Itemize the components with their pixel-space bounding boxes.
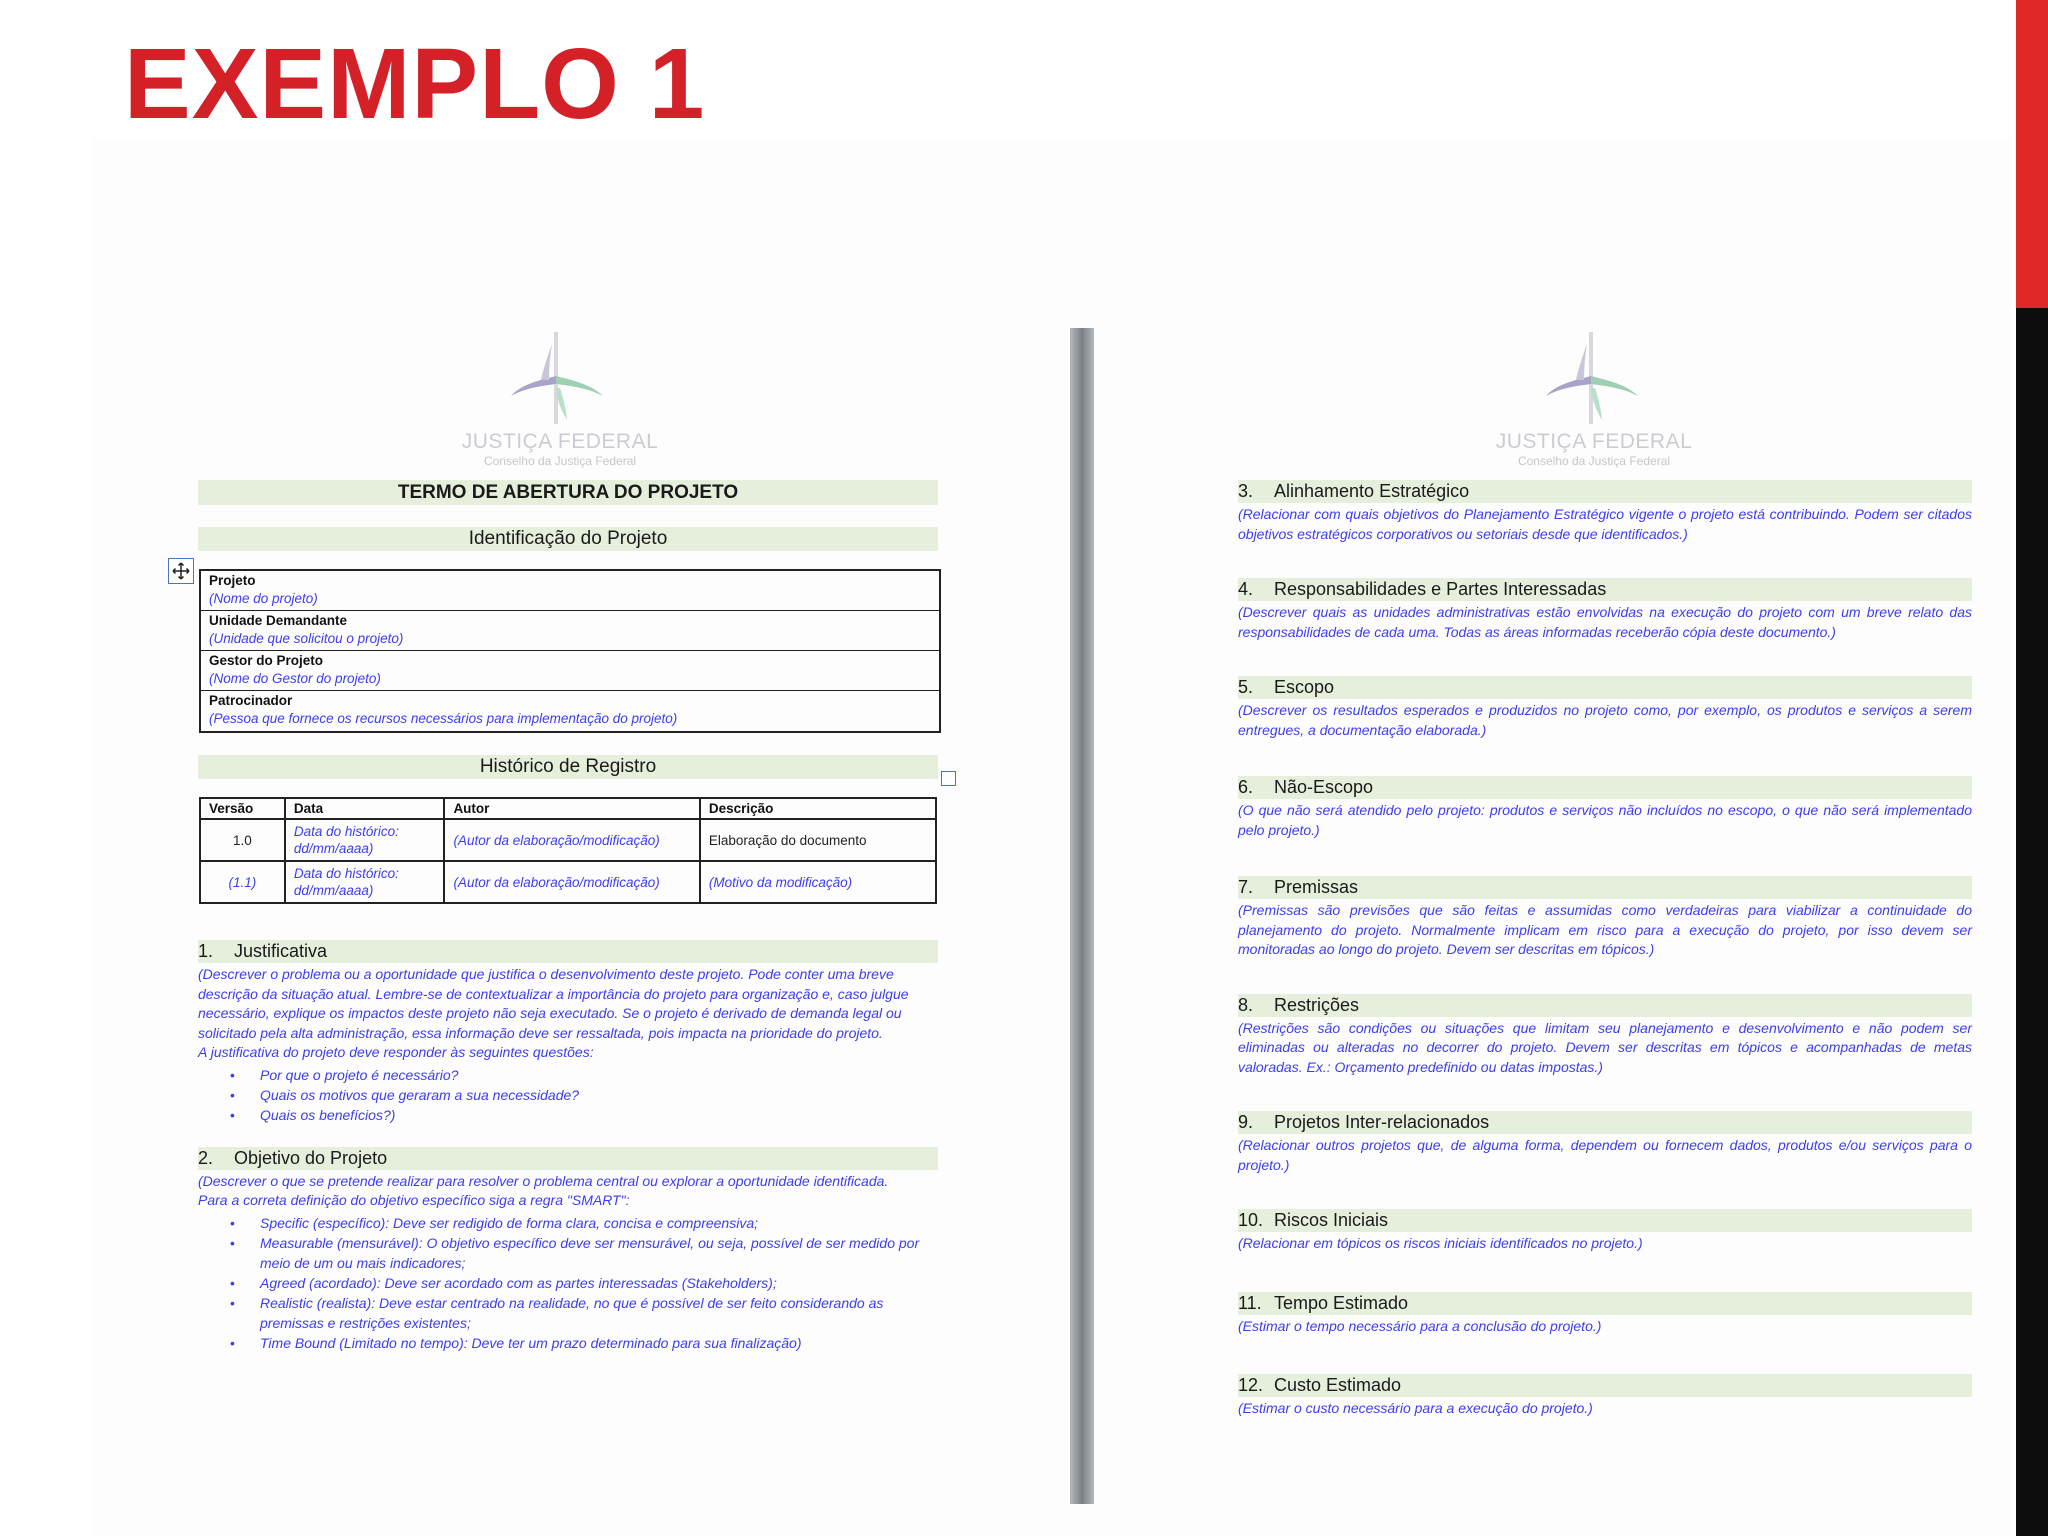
section-bullets: [198, 1065, 938, 1125]
section-number: 7.: [1238, 877, 1254, 897]
section-title: Tempo Estimado: [1274, 1292, 1409, 1313]
history-version: (1.1): [200, 861, 285, 903]
section-alinhamento: [1238, 480, 1972, 544]
logo-subtitle: Conselho da Justiça Federal: [483, 454, 637, 468]
bullet-item: • Measurable (mensurável): O objetivo específico deve ser mensurável, ou seja, possível de ser medido por meio de um ou mais indicadores;: [260, 1233, 938, 1273]
section-text: (Relacionar com quais objetivos do Planejamento Estratégico vigente o projeto está contribuindo. Podem ser citados objetivos estratégicos corporativos ou setoriais desde que identificados.): [1238, 506, 1972, 542]
section-heading: [1238, 1292, 1972, 1315]
section-heading: [1238, 480, 1972, 503]
bullet-item: • Realistic (realista): Deve estar centrado na realidade, no que é possível de ser feito considerando as premissas e restrições existentes;: [260, 1293, 938, 1333]
section-number: 9.: [1238, 1112, 1254, 1132]
identification-heading: Identificação do Projeto: [198, 527, 938, 551]
section-projetos-inter-relacionados: [1238, 1111, 1972, 1175]
section-responsabilidades: [1238, 578, 1972, 642]
section-heading: [1238, 876, 1972, 899]
bullet-item: • Por que o projeto é necessário?: [260, 1065, 938, 1085]
document-page-2: [1238, 330, 1972, 1419]
section-text: (Estimar o custo necessário para a execução do projeto.): [1238, 1400, 1593, 1416]
document-preview: [92, 140, 2012, 1536]
edge-accent-red: [2016, 0, 2048, 308]
section-restricoes: [1238, 994, 1972, 1078]
history-date: Data do histórico: dd/mm/aaaa): [285, 819, 445, 861]
section-heading: [198, 1147, 938, 1170]
identification-label: Unidade Demandante: [209, 613, 348, 628]
section-text: (Descrever os resultados esperados e produzidos no projeto como, por exemplo, os produtos e serviços a serem entregues, a documentação elaborada.): [1238, 702, 1972, 738]
section-number: 4.: [1238, 579, 1254, 599]
section-number: 8.: [1238, 994, 1254, 1015]
history-description: Elaboração do documento: [700, 819, 936, 861]
section-text: (Estimar o tempo necessário para a conclusão do projeto.): [1238, 1317, 1602, 1334]
section-heading: [1238, 1209, 1972, 1232]
section-text-secondary: A justificativa do projeto deve responder às seguintes questões:: [198, 1044, 594, 1060]
identification-value: (Pessoa que fornece os recursos necessários para implementação do projeto): [209, 711, 678, 726]
bullet-item: • Quais os benefícios?): [260, 1105, 938, 1125]
section-number: 2.: [198, 1147, 214, 1168]
section-nao-escopo: [1238, 776, 1972, 840]
bullet-item: • Agreed (acordado): Deve ser acordado com as partes interessadas (Stakeholders);: [260, 1273, 938, 1293]
section-text: (Relacionar em tópicos os riscos iniciais identificados no projeto.): [1238, 1235, 1643, 1251]
justica-federal-logo-icon: [1538, 330, 1648, 430]
section-heading: [1238, 578, 1972, 601]
bullet-item: • Quais os motivos que geraram a sua necessidade?: [260, 1085, 938, 1105]
logo-name: JUSTIÇA FEDERAL: [461, 430, 659, 453]
identification-label: Patrocinador: [209, 693, 293, 708]
history-column-header: Descrição: [700, 798, 936, 819]
section-text: (Relacionar outros projetos que, de alguma forma, dependem ou fornecem dados, produtos e/ou serviços para o projeto.): [1238, 1137, 1972, 1173]
history-author: (Autor da elaboração/modificação): [444, 861, 699, 903]
section-text: (Premissas são previsões que são feitas e assumidas como verdadeiras para viabilizar a continuidade do planejamento do projeto. Normalmente implicam em risco para a execução do projeto, por isso devem ser monitoradas ao longo do projeto. Devem ser descritas em tópicos.): [1238, 902, 1972, 957]
identification-value: (Nome do Gestor do projeto): [209, 671, 381, 686]
table-resize-handle[interactable]: [941, 771, 956, 786]
section-title: Justificativa: [234, 941, 328, 961]
identification-value: (Nome do projeto): [209, 591, 318, 606]
bullet-item: • Time Bound (Limitado no tempo): Deve ter um prazo determinado para sua finalização): [260, 1333, 938, 1353]
document-page-1: [198, 330, 938, 1353]
section-number: 3.: [1238, 481, 1254, 501]
identification-label: Projeto: [209, 573, 256, 588]
section-escopo: [1238, 676, 1972, 740]
section-justificativa: [198, 940, 938, 1125]
section-title: Premissas: [1274, 877, 1359, 897]
section-bullets: [198, 1213, 938, 1353]
history-row: [200, 819, 936, 861]
page-divider: [1070, 328, 1094, 1504]
justica-federal-logo-icon: [503, 330, 613, 430]
section-heading: [1238, 1111, 1972, 1134]
section-title: Custo Estimado: [1274, 1375, 1402, 1395]
section-text: (Descrever o problema ou a oportunidade que justifica o desenvolvimento deste projeto. Pode conter uma breve descrição da situação atual. Lembre-se de contextualizar a importância do projeto para organização e, caso julgue necessário, explique os impactos deste projeto não seja executado. Se o projeto é derivado de demanda legal ou solicitado pela alta administração, essa informação deve ser ressaltada, pois impacta na prioridade do projeto.: [198, 966, 909, 1041]
slide-title: EXEMPLO 1: [124, 28, 706, 140]
section-number: 12.: [1238, 1375, 1264, 1395]
section-text: (Restrições são condições ou situações que limitam seu planejamento e desenvolvimento e não podem ser eliminadas ou alteradas no decorrer do projeto. Devem ser descritas em tópicos e acompanhadas de metas valoradas. Ex.: Orçamento predefinido ou datas impostas.): [1238, 1019, 1972, 1075]
section-title: Restrições: [1274, 994, 1360, 1015]
section-text: (Descrever o que se pretende realizar para resolver o problema central ou explorar a oportunidade identificada.: [198, 1172, 889, 1189]
section-title: Responsabilidades e Partes Interessadas: [1274, 579, 1607, 599]
section-number: 1.: [198, 941, 214, 961]
history-column-header: Versão: [200, 798, 285, 819]
history-row: [200, 861, 936, 903]
section-title: Objetivo do Projeto: [234, 1147, 388, 1168]
section-objetivo: [198, 1147, 938, 1353]
table-move-handle-icon[interactable]: [168, 558, 194, 584]
identification-row: [201, 691, 939, 731]
identification-row: [201, 651, 939, 691]
section-text: (O que não será atendido pelo projeto: produtos e serviços não incluídos no escopo, o que não será implementado pelo projeto.): [1238, 802, 1972, 838]
identification-row: [201, 571, 939, 611]
section-number: 11.: [1238, 1292, 1262, 1313]
edge-accent-black: [2016, 308, 2048, 1536]
identification-row: [201, 611, 939, 651]
logo-name: JUSTIÇA FEDERAL: [1495, 430, 1693, 453]
logo: [198, 330, 938, 476]
section-text-secondary: Para a correta definição do objetivo específico siga a regra "SMART":: [198, 1192, 630, 1208]
logo: [1238, 330, 1972, 476]
history-date: Data do histórico: dd/mm/aaaa): [285, 861, 445, 903]
section-number: 6.: [1238, 777, 1254, 797]
history-header-row: [200, 798, 936, 819]
section-heading: [198, 940, 938, 963]
section-title: Projetos Inter-relacionados: [1274, 1112, 1490, 1132]
section-title: Escopo: [1274, 677, 1335, 697]
bullet-item: • Specific (específico): Deve ser redigido de forma clara, concisa e compreensiva;: [260, 1213, 938, 1233]
history-author: (Autor da elaboração/modificação): [444, 819, 699, 861]
section-text: (Descrever quais as unidades administrativas estão envolvidas na execução do projeto com um breve relato das responsabilidades de cada uma. Todas as áreas informadas receberão cópia deste documento.): [1238, 604, 1972, 640]
section-number: 10.: [1238, 1210, 1264, 1230]
section-tempo-estimado: [1238, 1292, 1972, 1337]
section-riscos-iniciais: [1238, 1209, 1972, 1254]
identification-label: Gestor do Projeto: [209, 653, 324, 668]
identification-table: [199, 569, 941, 733]
identification-value: (Unidade que solicitou o projeto): [209, 631, 404, 646]
section-heading: [1238, 994, 1972, 1017]
section-heading: [1238, 676, 1972, 699]
history-version: 1.0: [200, 819, 285, 861]
section-heading: [1238, 776, 1972, 799]
section-premissas: [1238, 876, 1972, 960]
section-custo-estimado: [1238, 1374, 1972, 1419]
section-title: Alinhamento Estratégico: [1274, 481, 1470, 501]
history-table: [199, 797, 937, 904]
section-heading: [1238, 1374, 1972, 1397]
history-column-header: Data: [285, 798, 445, 819]
history-column-header: Autor: [444, 798, 699, 819]
section-title: Não-Escopo: [1274, 777, 1374, 797]
section-title: Riscos Iniciais: [1274, 1210, 1389, 1230]
history-heading: Histórico de Registro: [198, 755, 938, 779]
history-description: (Motivo da modificação): [700, 861, 936, 903]
section-number: 5.: [1238, 677, 1254, 697]
logo-subtitle: Conselho da Justiça Federal: [1517, 454, 1671, 468]
document-title: TERMO DE ABERTURA DO PROJETO: [198, 480, 938, 505]
